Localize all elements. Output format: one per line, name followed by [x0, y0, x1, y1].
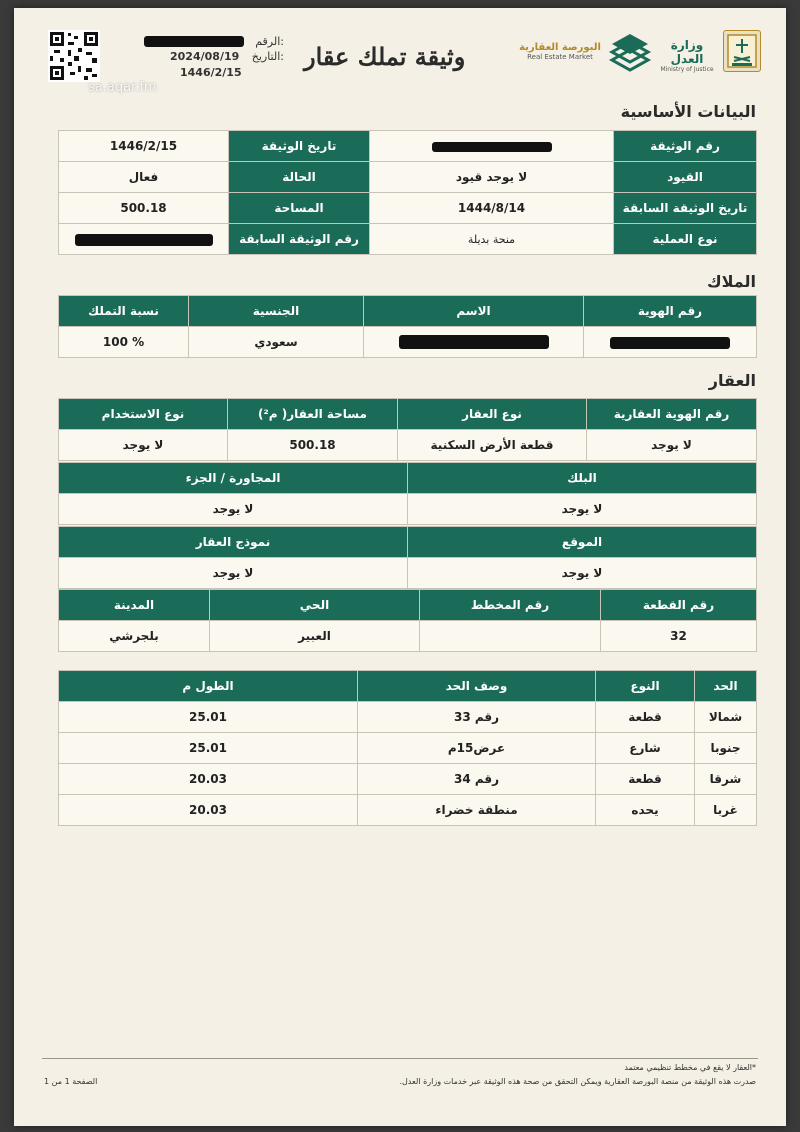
- bourse-logo: [519, 42, 601, 61]
- qr-code[interactable]: [48, 30, 100, 82]
- basic-data-table: [58, 130, 757, 255]
- footer-divider: [42, 1058, 758, 1059]
- value-previous-document-date: 1444/8/14: [370, 193, 614, 224]
- property-header-model: نموذج العقار: [59, 527, 408, 558]
- property-header-plan-number: رقم المخطط: [420, 590, 601, 621]
- emblem-icon: [723, 30, 761, 72]
- property-model: لا يوجد: [59, 558, 408, 589]
- label-area: المساحة: [229, 193, 370, 224]
- value-restrictions: لا يوجد قيود: [370, 162, 614, 193]
- bound-side: شرقا: [695, 764, 757, 795]
- property-district: العبير: [210, 621, 420, 652]
- value-previous-document-number: [59, 224, 229, 255]
- page-title: وثيقة تملك عقار: [304, 42, 466, 71]
- page-number: الصفحة 1 من 1: [44, 1077, 98, 1086]
- section-title-property: العقار: [708, 371, 756, 390]
- property-table-1: [58, 398, 757, 461]
- bound-side: جنوبا: [695, 733, 757, 764]
- bound-description: رقم 34: [358, 764, 596, 795]
- bound-type: يحده: [596, 795, 695, 826]
- property-table-4: [58, 589, 757, 652]
- owners-header-nationality: الجنسية: [189, 296, 364, 327]
- label-status: الحالة: [229, 162, 370, 193]
- property-usage: لا يوجد: [59, 430, 228, 461]
- bound-description: عرض15م: [358, 733, 596, 764]
- label-document-date: تاريخ الوثيقة: [229, 131, 370, 162]
- label-previous-document-number: رقم الوثيقة السابقة: [229, 224, 370, 255]
- moj-name-en: Ministry of Justice: [660, 66, 714, 73]
- redacted-previous-number: [75, 234, 213, 246]
- value-area: 500.18: [59, 193, 229, 224]
- bounds-header-side: الحد: [695, 671, 757, 702]
- property-header-block: البلك: [408, 463, 757, 494]
- owners-header-name: الاسم: [364, 296, 584, 327]
- redacted-owner-name: [399, 335, 549, 349]
- label-document-number: رقم الوثيقة: [614, 131, 757, 162]
- bound-description: منطقة خضراء: [358, 795, 596, 826]
- redacted-owner-id: [610, 337, 730, 349]
- date-label: التاريخ:: [251, 50, 284, 63]
- property-table-2: [58, 462, 757, 525]
- bound-length: 20.03: [59, 795, 358, 826]
- property-type: قطعة الأرض السكنية: [398, 430, 587, 461]
- building-icon: [608, 32, 652, 72]
- moj-logo: [659, 38, 715, 73]
- bound-length: 20.03: [59, 764, 358, 795]
- property-block: لا يوجد: [408, 494, 757, 525]
- value-document-date: 1446/2/15: [59, 131, 229, 162]
- owners-table: [58, 295, 757, 358]
- owner-share: 100 %: [59, 327, 189, 358]
- owners-header-id: رقم الهوية: [584, 296, 757, 327]
- property-city: بلجرشي: [59, 621, 210, 652]
- property-header-plot-number: رقم القطعة: [601, 590, 757, 621]
- table-row: [59, 702, 757, 733]
- number-label: الرقم:: [255, 35, 284, 48]
- property-header-location: الموقع: [408, 527, 757, 558]
- label-restrictions: القيود: [614, 162, 757, 193]
- property-plan-number: [420, 621, 601, 652]
- property-neighborhood-part: لا يوجد: [59, 494, 408, 525]
- bourse-name-en: Real Estate Market: [527, 53, 593, 61]
- redacted-document-number: [432, 142, 552, 152]
- bound-type: قطعة: [596, 702, 695, 733]
- property-real-estate-id: لا يوجد: [587, 430, 757, 461]
- document-number-redacted: [144, 36, 244, 47]
- value-status: فعال: [59, 162, 229, 193]
- table-row: [59, 795, 757, 826]
- bounds-header-type: النوع: [596, 671, 695, 702]
- footer-disclaimer: صدرت هذه الوثيقة من منصة البورصة العقارية ويمكن التحقق من صحة هذه الوثيقة عبر خدمات وزارة العدل.: [399, 1077, 756, 1086]
- footer-note: *العقار لا يقع في مخطط تنظيمي معتمد: [624, 1063, 756, 1072]
- value-document-number: [370, 131, 614, 162]
- label-operation-type: نوع العملية: [614, 224, 757, 255]
- property-header-real-estate-id: رقم الهوية العقارية: [587, 399, 757, 430]
- property-area: 500.18: [228, 430, 398, 461]
- bound-length: 25.01: [59, 733, 358, 764]
- date-hijri: 1446/2/15: [180, 66, 242, 79]
- property-header-type: نوع العقار: [398, 399, 587, 430]
- property-table-3: [58, 526, 757, 589]
- bourse-name-ar: البورصة العقارية: [519, 42, 601, 53]
- property-location: لا يوجد: [408, 558, 757, 589]
- bound-length: 25.01: [59, 702, 358, 733]
- bound-side: شمالا: [695, 702, 757, 733]
- owner-id: [584, 327, 757, 358]
- owner-name: [364, 327, 584, 358]
- property-header-area: مساحة العقار( م²): [228, 399, 398, 430]
- section-title-owners: الملاك: [706, 272, 756, 291]
- bound-side: غربا: [695, 795, 757, 826]
- property-header-neighborhood-part: المجاورة / الجزء: [59, 463, 408, 494]
- date-gregorian: 2024/08/19: [170, 50, 240, 63]
- bounds-header-length: الطول م: [59, 671, 358, 702]
- table-row: [59, 764, 757, 795]
- owners-header-share: نسبة التملك: [59, 296, 189, 327]
- property-header-district: الحي: [210, 590, 420, 621]
- bound-type: قطعة: [596, 764, 695, 795]
- watermark: sa.aqar.fm: [88, 80, 157, 95]
- table-row: [59, 733, 757, 764]
- value-operation-type: منحة بديلة: [370, 224, 614, 255]
- boundaries-table: [58, 670, 757, 826]
- owner-nationality: سعودي: [189, 327, 364, 358]
- document-page: [14, 8, 786, 1126]
- section-title-basic: البيانات الأساسية: [620, 102, 756, 121]
- label-previous-document-date: تاريخ الوثيقة السابقة: [614, 193, 757, 224]
- property-header-city: المدينة: [59, 590, 210, 621]
- property-header-usage: نوع الاستخدام: [59, 399, 228, 430]
- bound-description: رقم 33: [358, 702, 596, 733]
- moj-name-ar: وزارة العدل: [670, 38, 704, 66]
- bound-type: شارع: [596, 733, 695, 764]
- property-plot-number: 32: [601, 621, 757, 652]
- bounds-header-description: وصف الحد: [358, 671, 596, 702]
